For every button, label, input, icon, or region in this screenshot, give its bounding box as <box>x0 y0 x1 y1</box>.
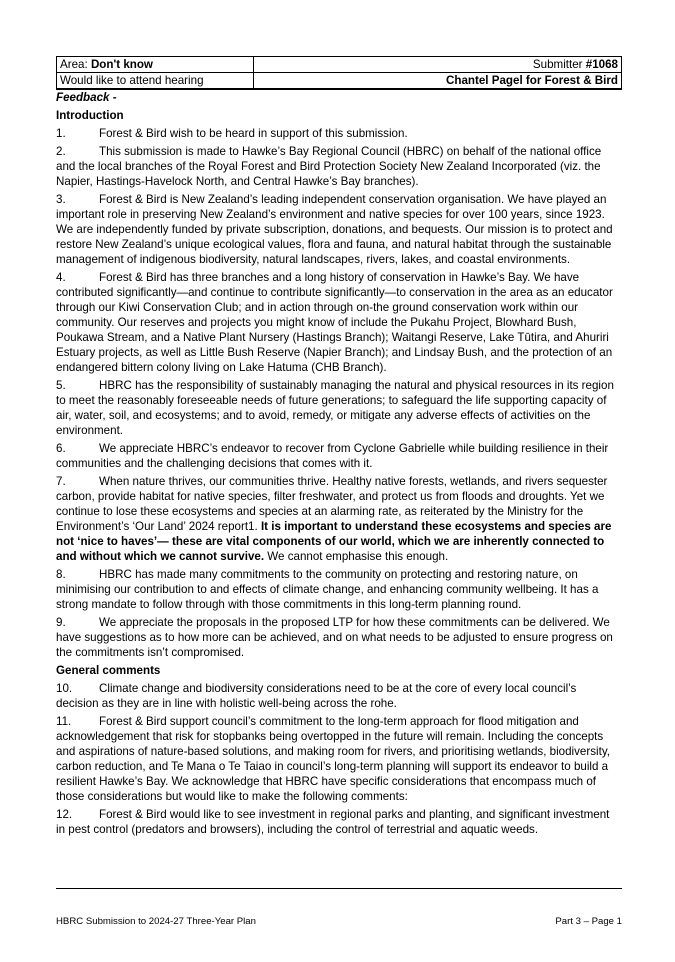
area-value: Don't know <box>90 58 153 71</box>
hearing-cell: Would like to attend hearing <box>57 73 254 90</box>
submitter-name-cell: Chantel Pagel for Forest & Bird <box>254 73 622 90</box>
paragraph-7: 7. When nature thrives, our communities thrive. Healthy native forests, wetlands, and rivers sequester carbon, provide habitat for native species, filter freshwater, and protect us from floods and droughts. Yet we continue to lose these ecosystems and species at an alarming rate, as reiterated by the Ministry for the Environment’s ‘Our Land’ 2024 report1. It is important to understand these ecosystems and species are not ‘nice to haves’— these are vital components of our world, which we are inherently connected to and without which we cannot survive. We cannot emphasise this enough. <box>56 475 612 563</box>
paragraph-5: 5. HBRC has the responsibility of sustainably managing the natural and physical resources in its region to meet the reasonably foreseeable needs of future generations; to safeguard the life supporting capacity of air, water, soil, and ecosystems; and to avoid, remedy, or mitigate any adverse effects of activities on the environment. <box>56 379 614 437</box>
paragraph-4: 4. Forest & Bird has three branches and a long history of conservation in Hawke’s Bay. We have contributed significantly—and continue to contribute significantly—to conservation in the area as an educator through our Kiwi Conservation Club; and in action through on-the ground conservation work within our community. Our reserves and projects you might know of include the Pukahu Project, Blowhard Bush, Poukawa Stream, and a Native Plant Nursery (Hastings Branch); Waitangi Reserve, Lake Tūtira, and Ahuriri Estuary projects, as well as Little Bush Reserve (Napier Branch); and Lindsay Bush, and the protection of an endangered bittern colony living on Lake Hatuma (CHB Branch). <box>56 271 613 374</box>
paragraph-9: 9. We appreciate the proposals in the proposed LTP for how these commitments can be delivered. We have suggestions as to how more can be achieved, and on what needs to be adjusted to ensure progress on the commitments isn’t compromised. <box>56 616 613 659</box>
submitter-number: #1068 <box>585 58 618 71</box>
page-footer <box>56 916 622 928</box>
paragraph-10: 10. Climate change and biodiversity considerations need to be at the core of every local council’s decision as they are in line with holistic well-being across the rohe. <box>56 682 577 710</box>
document-page <box>56 56 620 840</box>
introduction-heading: Introduction <box>56 109 124 122</box>
emphasis-text: It is important to understand these ecosystems and species are not ‘nice to haves’— these are vital components of our world, which we are inherently connected to and without which we cannot survive. <box>56 520 612 563</box>
paragraph-12: 12. Forest & Bird would like to see investment in regional parks and planting, and significant investment in pest control (predators and browsers), including the control of terrestrial and aquatic weeds. <box>56 808 610 836</box>
footer-title: HBRC Submission to 2024-27 Three-Year Plan <box>56 916 256 927</box>
paragraph-2: 2. This submission is made to Hawke’s Bay Regional Council (HBRC) on behalf of the national office and the local branches of the Royal Forest and Bird Protection Society New Zealand Incorporated (viz. the Napier, Hastings-Havelock North, and Central Hawke’s Bay branches). <box>56 145 602 188</box>
paragraph-8: 8. HBRC has made many commitments to the community on protecting and restoring nature, on minimising our contribution to and effects of climate change, and enhancing community wellbeing. It has a strong mandate to follow through with those commitments in this long-term planning round. <box>56 568 599 611</box>
submitter-cell: Submitter #1068 <box>254 57 622 73</box>
feedback-label: Feedback - <box>56 91 117 104</box>
area-cell: Area: Don't know <box>57 57 254 73</box>
paragraph-11: 11. Forest & Bird support council’s commitment to the long-term approach for flood mitigation and acknowledgement that risk for stopbanks being overtopped in the future will remain. Including the concepts and aspirations of nature-based solutions, and making room for rivers, and prioritising wetlands, biodiversity, carbon reduction, and Te Mana o Te Taiao in council’s long-term planning will support its endeavor to build a resilient Hawke’s Bay. We acknowledge that HBRC have specific considerations that encompass much of those considerations but would like to make the following comments: <box>56 715 610 803</box>
general-comments-heading: General comments <box>56 664 161 677</box>
paragraph-6: 6. We appreciate HBRC’s endeavor to recover from Cyclone Gabrielle while building resilience in their communities and the challenging decisions that comes with it. <box>56 442 609 470</box>
footer-divider <box>56 888 622 889</box>
submission-header-table <box>56 56 622 90</box>
page-number: Part 3 – Page 1 <box>555 916 622 927</box>
paragraph-3: 3. Forest & Bird is New Zealand’s leading independent conservation organisation. We have played an important role in preserving New Zealand’s environment and native species for over 100 years, since 1923. We are independently funded by private subscription, donations, and bequests. Our mission is to protect and restore New Zealand’s unique ecological values, flora and fauna, and natural habitat through the sustainable management of indigenous biodiversity, natural landscapes, rivers, lakes, and coastal environments. <box>56 193 613 266</box>
paragraph-1: 1. Forest & Bird wish to be heard in support of this submission. <box>56 127 408 140</box>
